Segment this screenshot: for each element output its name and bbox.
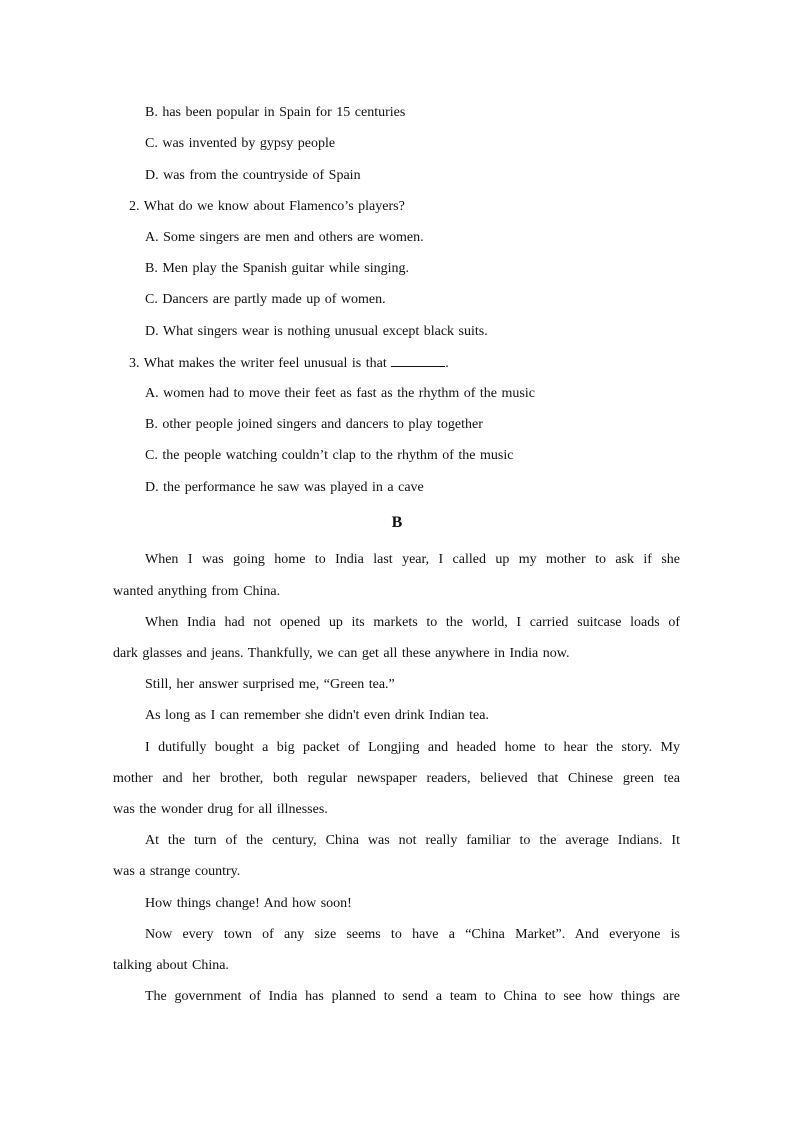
passage-b-p5-line2: mother and her brother, both regular newspaper readers, believed that Chinese green tea bbox=[113, 771, 680, 786]
passage-b-p5-line1: I dutifully bought a big packet of Longjing and headed home to hear the story. My bbox=[145, 740, 680, 755]
q3-stem-end: . bbox=[445, 356, 449, 371]
q1-option-c: C. was invented by gypsy people bbox=[145, 136, 336, 151]
passage-b-p3: Still, her answer surprised me, “Green tea.” bbox=[145, 677, 395, 692]
passage-b-p9-line1: The government of India has planned to send a team to China to see how things are bbox=[145, 989, 680, 1004]
q1-option-d: D. was from the countryside of Spain bbox=[145, 168, 361, 183]
q2-option-d: D. What singers wear is nothing unusual except black suits. bbox=[145, 324, 488, 339]
passage-b-p6-line2: was a strange country. bbox=[113, 864, 241, 879]
q3-answer-blank bbox=[391, 354, 445, 367]
passage-b-p2-line1: When India had not opened up its markets to the world, I carried suitcase loads of bbox=[145, 615, 680, 630]
q3-option-a: A. women had to move their feet as fast as the rhythm of the music bbox=[145, 386, 535, 401]
passage-b-p8-line2: talking about China. bbox=[113, 958, 229, 973]
passage-b-p1-line2: wanted anything from China. bbox=[113, 584, 281, 599]
passage-b-p8-line1: Now every town of any size seems to have a “China Market”. And everyone is bbox=[145, 927, 680, 942]
q3-option-d: D. the performance he saw was played in a cave bbox=[145, 480, 424, 495]
q1-option-b: B. has been popular in Spain for 15 centuries bbox=[145, 105, 406, 120]
passage-b-p5-line3: was the wonder drug for all illnesses. bbox=[113, 802, 328, 817]
q2-option-c: C. Dancers are partly made up of women. bbox=[145, 292, 386, 307]
passage-b-p4: As long as I can remember she didn't even drink Indian tea. bbox=[145, 708, 489, 723]
q2-option-a: A. Some singers are men and others are women. bbox=[145, 230, 424, 245]
passage-b-p2-line2: dark glasses and jeans. Thankfully, we can get all these anywhere in India now. bbox=[113, 646, 570, 661]
q3-stem-line bbox=[129, 354, 449, 373]
q3-stem: 3. What makes the writer feel unusual is that bbox=[129, 356, 387, 371]
passage-b-p1-line1: When I was going home to India last year, I called up my mother to ask if she bbox=[145, 552, 680, 567]
q2-option-b: B. Men play the Spanish guitar while singing. bbox=[145, 261, 410, 276]
section-b-title: B bbox=[391, 514, 403, 531]
q3-option-c: C. the people watching couldn’t clap to the rhythm of the music bbox=[145, 448, 514, 463]
passage-b-p6-line1: At the turn of the century, China was not really familiar to the average Indians. It bbox=[145, 833, 680, 848]
q3-option-b: B. other people joined singers and dancers to play together bbox=[145, 417, 483, 432]
passage-b-p7: How things change! And how soon! bbox=[145, 896, 352, 911]
q2-stem: 2. What do we know about Flamenco’s players? bbox=[129, 199, 405, 214]
